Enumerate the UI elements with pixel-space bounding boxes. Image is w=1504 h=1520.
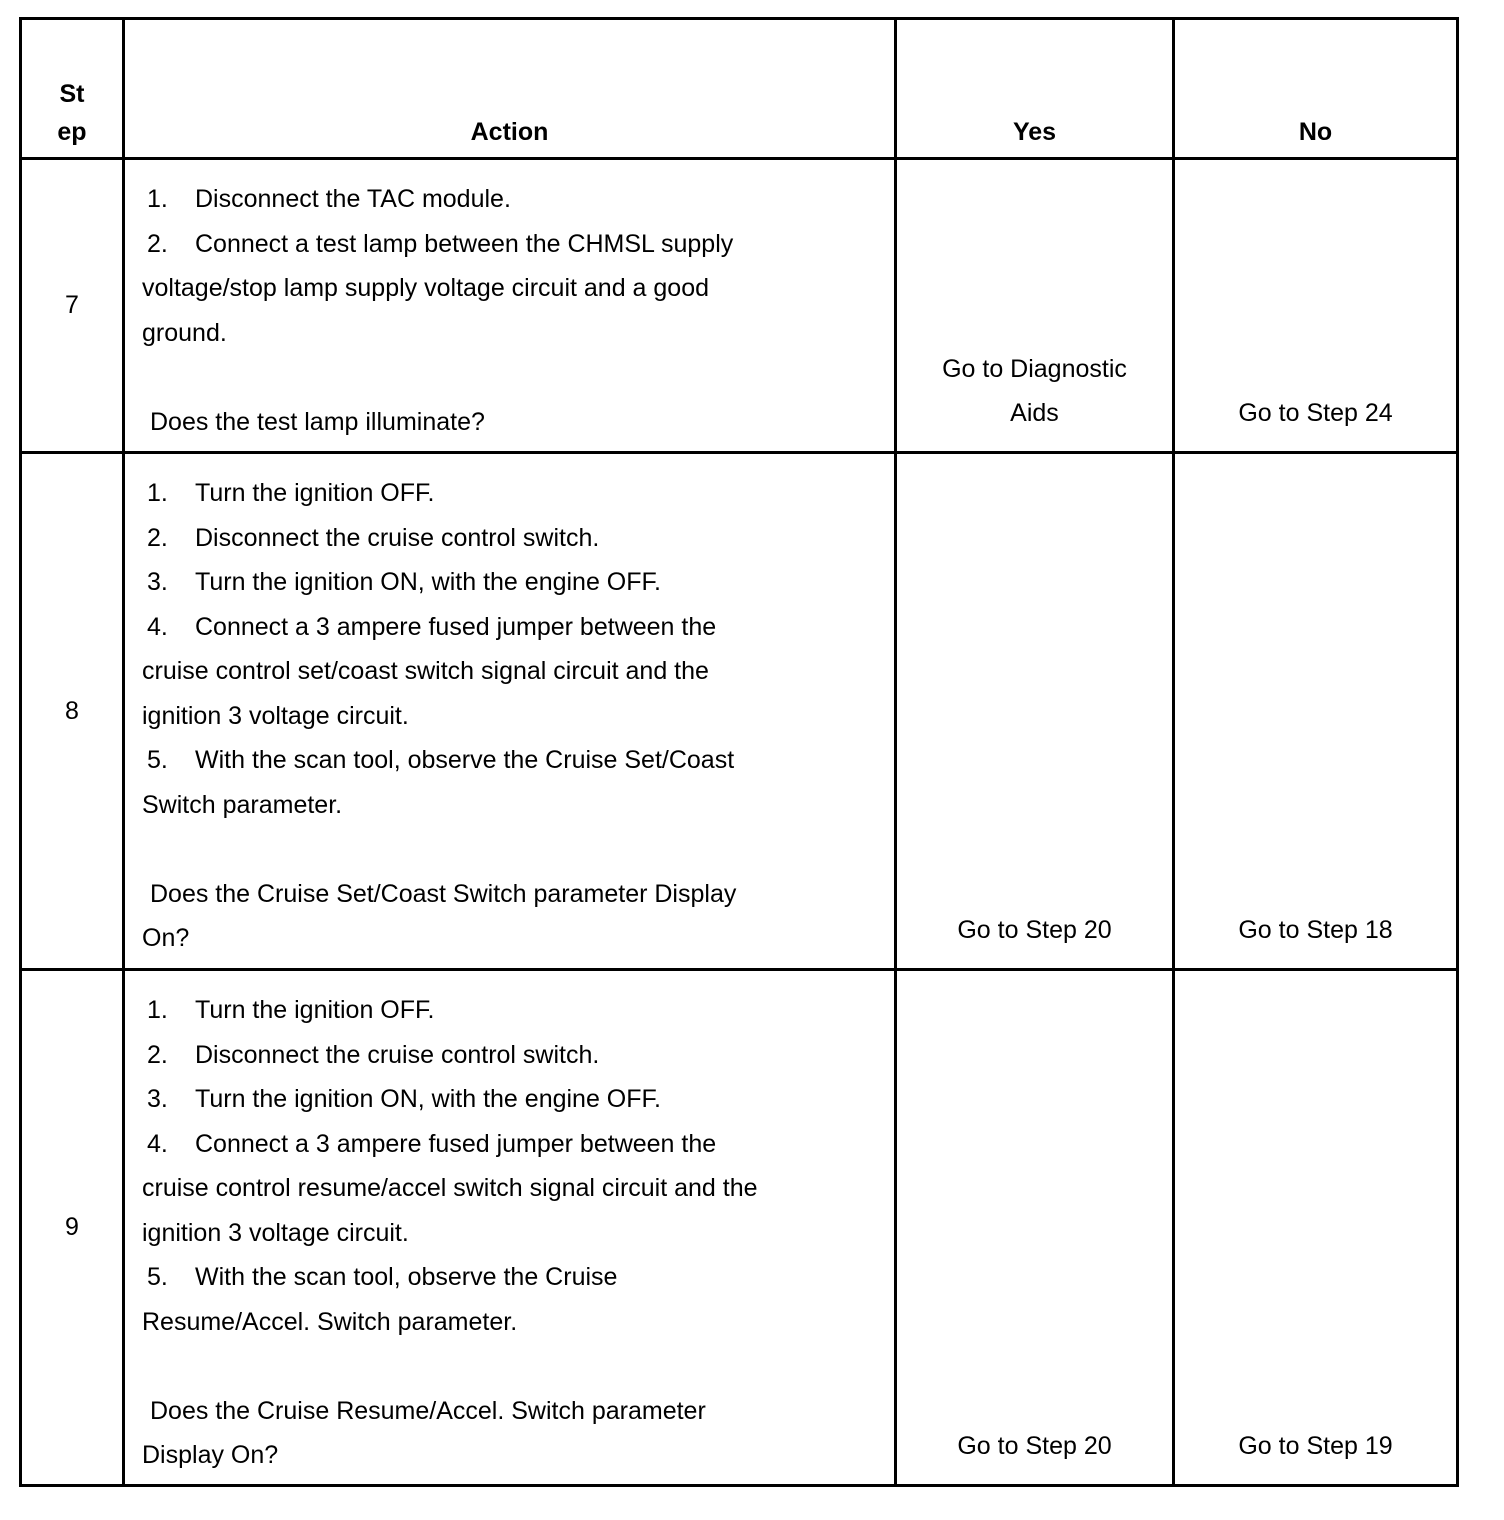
table-row — [21, 159, 1458, 453]
item-text: With the scan tool, observe the Cruise — [195, 1263, 618, 1291]
action-item-continuation: Resume/Accel. Switch parameter. — [142, 1307, 518, 1336]
action-cell — [124, 453, 896, 970]
action-item-continuation: voltage/stop lamp supply voltage circuit and a good — [142, 274, 710, 302]
no-cell — [1174, 970, 1458, 1486]
yes-result-line: Aids — [1010, 399, 1059, 427]
diagnostic-table — [19, 17, 1459, 1487]
header-step-line2: ep — [57, 118, 87, 146]
header-row — [21, 19, 1458, 159]
action-item — [142, 1255, 874, 1300]
action-question: Does the Cruise Resume/Accel. Switch parameter — [150, 1396, 706, 1425]
header-action — [124, 19, 896, 159]
item-text: Connect a 3 ampere fused jumper between the — [195, 612, 717, 641]
action-item — [142, 1122, 874, 1167]
no-result: Go to Step 24 — [1238, 399, 1393, 427]
action-item — [142, 1033, 874, 1078]
action-item — [142, 605, 874, 650]
item-text: Turn the ignition ON, with the engine OFF. — [195, 1085, 661, 1113]
item-number: 3. — [147, 568, 168, 596]
item-number: 2. — [147, 523, 168, 552]
item-number: 5. — [147, 746, 168, 774]
step-number: 8 — [21, 453, 124, 970]
item-number: 1. — [147, 479, 168, 507]
header-no-label: No — [1298, 118, 1333, 146]
table-row — [21, 970, 1458, 1486]
step-number: 7 — [21, 159, 124, 453]
yes-cell — [896, 159, 1174, 453]
item-text: Turn the ignition ON, with the engine OFF. — [195, 568, 661, 596]
action-item — [142, 471, 874, 516]
yes-cell — [896, 453, 1174, 970]
no-cell — [1174, 453, 1458, 970]
action-item — [142, 177, 874, 222]
item-number: 1. — [147, 185, 168, 213]
item-text: Turn the ignition OFF. — [195, 479, 435, 507]
item-number: 2. — [147, 1040, 168, 1069]
action-item-continuation: ignition 3 voltage circuit. — [142, 701, 409, 730]
item-number: 4. — [147, 612, 168, 641]
action-question-continuation: On? — [142, 924, 190, 952]
action-item — [142, 988, 874, 1033]
item-number: 4. — [147, 1129, 168, 1158]
action-item — [142, 1077, 874, 1122]
header-step-line1: St — [59, 80, 85, 108]
header-yes — [896, 19, 1174, 159]
item-number: 3. — [147, 1085, 168, 1113]
yes-result-line: Go to Diagnostic — [942, 355, 1127, 383]
item-text: Disconnect the TAC module. — [195, 185, 511, 213]
item-text: With the scan tool, observe the Cruise Set/Coast — [195, 746, 735, 774]
no-result: Go to Step 19 — [1238, 1432, 1393, 1460]
yes-result: Go to Step 20 — [957, 916, 1112, 944]
item-text: Connect a 3 ampere fused jumper between the — [195, 1129, 717, 1158]
item-text: Disconnect the cruise control switch. — [195, 523, 600, 552]
item-text: Disconnect the cruise control switch. — [195, 1040, 600, 1069]
no-result: Go to Step 18 — [1238, 916, 1393, 944]
header-step — [21, 19, 124, 159]
action-cell — [124, 159, 896, 453]
action-item — [142, 516, 874, 561]
action-item-continuation: cruise control set/coast switch signal circuit and the — [142, 657, 709, 685]
table-row — [21, 453, 1458, 970]
action-question: Does the test lamp illuminate? — [150, 407, 485, 436]
action-question: Does the Cruise Set/Coast Switch parameter Display — [150, 879, 737, 908]
item-number: 5. — [147, 1263, 168, 1291]
action-cell — [124, 970, 896, 1486]
step-number: 9 — [21, 970, 124, 1486]
action-item-continuation: ground. — [142, 318, 227, 347]
yes-cell — [896, 970, 1174, 1486]
action-question-continuation: Display On? — [142, 1441, 279, 1469]
action-item — [142, 738, 874, 783]
action-item — [142, 560, 874, 605]
action-item-continuation: cruise control resume/accel switch signal circuit and the — [142, 1174, 758, 1202]
no-cell — [1174, 159, 1458, 453]
header-action-label: Action — [470, 118, 549, 146]
header-no — [1174, 19, 1458, 159]
item-text: Connect a test lamp between the CHMSL supply — [195, 229, 734, 258]
action-item-continuation: ignition 3 voltage circuit. — [142, 1218, 409, 1247]
action-item — [142, 222, 874, 267]
header-yes-label: Yes — [1012, 118, 1057, 146]
item-number: 2. — [147, 229, 168, 258]
item-number: 1. — [147, 996, 168, 1024]
yes-result: Go to Step 20 — [957, 1432, 1112, 1460]
action-item-continuation: Switch parameter. — [142, 790, 343, 819]
item-text: Turn the ignition OFF. — [195, 996, 435, 1024]
